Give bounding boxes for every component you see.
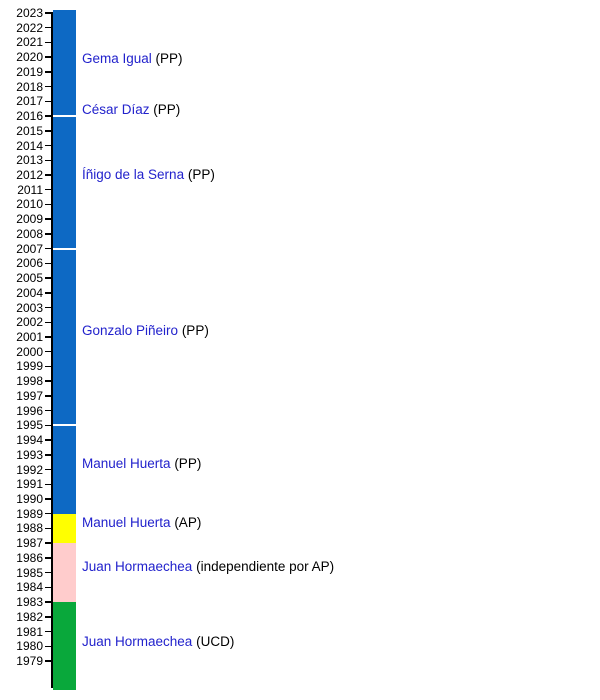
year-tick (45, 307, 52, 309)
year-label: 2021 (16, 35, 43, 50)
year-label: 2014 (16, 138, 43, 153)
mayor-party: (PP) (149, 102, 181, 118)
year-tick (45, 145, 52, 147)
mayor-label (82, 515, 201, 531)
mayor-party: (PP) (178, 323, 209, 339)
year-tick (45, 425, 52, 427)
year-tick (45, 336, 52, 338)
timeline-segment (53, 10, 76, 116)
year-label: 2022 (16, 20, 43, 35)
year-tick (45, 498, 52, 500)
year-tick (45, 277, 52, 279)
timeline-segment (53, 249, 76, 426)
mayor-name-link[interactable]: Juan Hormaechea (82, 633, 193, 649)
mayor-name-link[interactable]: Gema Igual (82, 50, 152, 66)
year-tick (45, 292, 52, 294)
mayor-name-link[interactable]: César Díaz (82, 102, 150, 118)
year-tick (45, 115, 52, 117)
year-tick (45, 513, 52, 515)
year-label: 1991 (16, 477, 43, 492)
year-label: 2000 (16, 344, 43, 359)
term-divider (53, 115, 76, 117)
year-tick (45, 101, 52, 103)
mayor-label (82, 456, 201, 472)
year-label: 2001 (16, 330, 43, 344)
year-tick (45, 631, 52, 633)
year-label: 1997 (16, 388, 43, 403)
year-tick (45, 130, 52, 132)
mayor-name-link[interactable]: Juan Hormaechea (82, 558, 193, 574)
mayor-name-link[interactable]: Gonzalo Piñeiro (82, 323, 179, 339)
year-label: 1989 (16, 506, 43, 521)
year-label: 1985 (16, 565, 43, 580)
timeline-segment (53, 514, 76, 543)
mayor-label (82, 167, 215, 183)
year-label: 1981 (16, 624, 43, 639)
year-label: 2006 (16, 256, 43, 271)
year-tick (45, 646, 52, 648)
timeline-segment (53, 543, 76, 602)
year-label: 1998 (16, 374, 43, 389)
year-tick (45, 587, 52, 589)
year-label: 1990 (16, 492, 43, 506)
year-tick (45, 12, 52, 14)
year-label: 2008 (16, 226, 43, 241)
timeline-segment (53, 602, 76, 690)
year-label: 1987 (16, 536, 43, 551)
year-label: 1986 (16, 550, 43, 565)
year-tick (45, 542, 52, 544)
mayor-name-link[interactable]: Íñigo de la Serna (82, 167, 185, 182)
year-label: 2023 (16, 6, 43, 20)
year-tick (45, 27, 52, 29)
year-tick (45, 218, 52, 220)
year-label: 1979 (16, 654, 43, 668)
year-label: 2020 (16, 50, 43, 65)
year-tick (45, 86, 52, 88)
mayor-label (82, 51, 183, 67)
term-divider (53, 424, 76, 426)
mayor-label (82, 102, 180, 118)
mayor-label (82, 323, 209, 339)
year-label: 1993 (16, 447, 43, 462)
mayor-party: (PP) (151, 50, 183, 66)
year-tick (45, 42, 52, 44)
year-tick (45, 439, 52, 441)
year-tick (45, 484, 52, 486)
term-divider (53, 248, 76, 250)
year-label: 2018 (16, 79, 43, 94)
year-label: 2005 (16, 271, 43, 286)
timeline-segment (53, 425, 76, 513)
year-tick (45, 660, 52, 662)
year-label: 2015 (16, 123, 43, 138)
mayor-party: (independiente por AP) (192, 558, 335, 574)
year-label: 2009 (16, 212, 43, 227)
year-tick (45, 395, 52, 397)
year-label: 2011 (17, 182, 43, 197)
year-label: 1980 (16, 639, 43, 654)
year-tick (45, 380, 52, 382)
year-label: 2003 (16, 300, 43, 315)
year-tick (45, 557, 52, 559)
year-label: 1988 (16, 521, 43, 536)
year-label: 1984 (16, 580, 43, 595)
timeline-segment (53, 116, 76, 249)
year-label: 2007 (16, 241, 43, 256)
year-label: 1995 (16, 418, 43, 433)
year-label: 2004 (16, 285, 43, 300)
mayor-name-link[interactable]: Manuel Huerta (82, 514, 171, 530)
year-label: 1996 (16, 403, 43, 418)
mayor-label (82, 634, 234, 650)
mayor-party: (PP) (184, 167, 215, 182)
year-label: 2002 (16, 315, 43, 330)
mayor-label (82, 559, 334, 575)
year-label: 2019 (16, 64, 43, 79)
year-tick (45, 351, 52, 353)
year-label: 1999 (16, 359, 43, 374)
year-tick (45, 56, 52, 58)
year-label: 2013 (16, 153, 43, 168)
year-tick (45, 322, 52, 324)
year-tick (45, 469, 52, 471)
year-tick (45, 204, 52, 206)
year-label: 2017 (16, 94, 43, 109)
year-label: 2016 (16, 109, 43, 124)
year-tick (45, 263, 52, 265)
year-tick (45, 528, 52, 530)
year-label: 2012 (16, 168, 43, 182)
year-tick (45, 572, 52, 574)
year-tick (45, 366, 52, 368)
year-tick (45, 71, 52, 73)
year-tick (45, 601, 52, 603)
year-tick (45, 410, 52, 412)
year-label: 1992 (16, 462, 43, 477)
year-tick (45, 616, 52, 618)
year-tick (45, 189, 52, 191)
mayor-party: (AP) (170, 514, 202, 530)
mayor-name-link[interactable]: Manuel Huerta (82, 455, 171, 471)
mayor-party: (UCD) (192, 633, 235, 649)
year-tick (45, 454, 52, 456)
year-tick (45, 248, 52, 250)
year-tick (45, 160, 52, 162)
year-label: 1982 (16, 609, 43, 624)
mayor-party: (PP) (170, 455, 202, 471)
year-tick (45, 174, 52, 176)
year-label: 1983 (16, 595, 43, 610)
year-tick (45, 233, 52, 235)
year-label: 2010 (16, 197, 43, 212)
year-label: 1994 (16, 433, 43, 448)
